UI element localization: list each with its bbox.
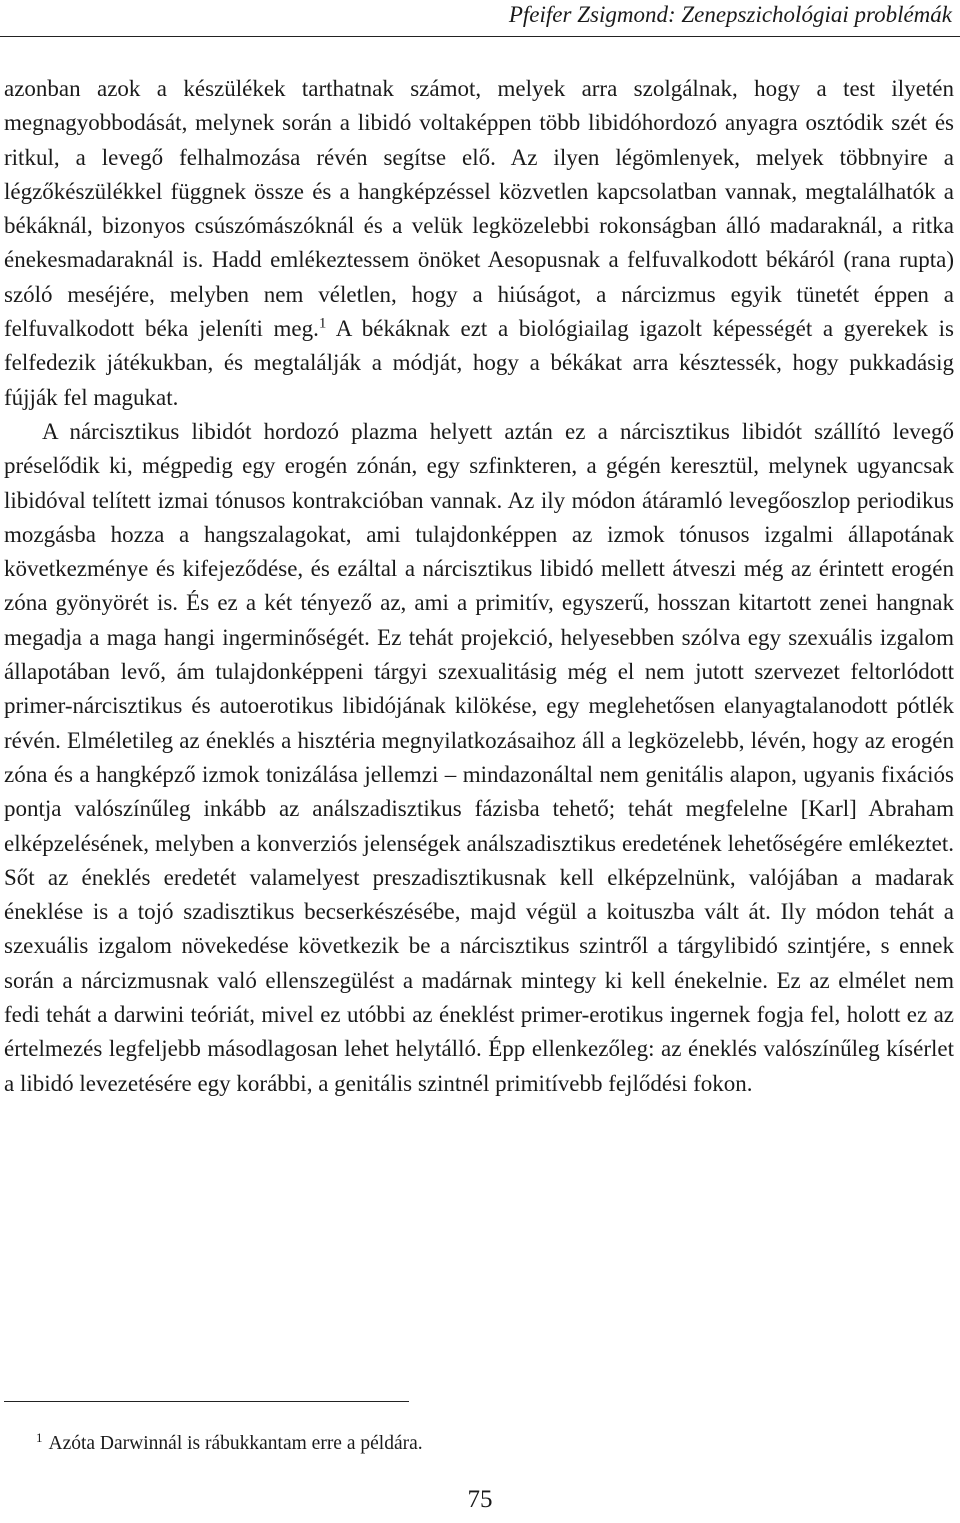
footnote [36,1430,423,1458]
header-divider [0,36,960,37]
footnote-reference[interactable]: 1 [318,315,327,332]
paragraph-1-text-a: azonban azok a készülékek tarthatnak számot, melyek arra szolgálnak, hogy a test ilyetén megnagyobbodását, melynek során a libidó voltaképpen több libidóhordozó anyagra osztódik szét és ritkul, a levegő felhalmozása révén segítse elő. Az ilyen légömlenyek, melyek többnyire a légzőkészülékkel függnek össze és a hangképzéssel közvetlen kapcsolatban vannak, megtalálhatók a békáknál, bizonyos csúszómászóknál és a velük legközelebbi rokonságban álló madaraknál, a ritka énekesmadaraknál is. Hadd emlékeztessem önöket Aesopusnak a felfuvalkodott békáról (rana rupta) szóló meséjére, melyben nem véletlen, hogy a hiúságot, a nárcizmus egyik tünetét éppen a felfuvalkodott béka jeleníti meg. [4,76,954,342]
running-head-title: Pfeifer Zsigmond: Zenepszichológiai problémák [508,2,952,27]
body-text [4,72,954,1101]
footnote-number: 1 [36,1429,43,1445]
paragraph-2: A nárcisztikus libidót hordozó plazma helyett aztán ez a nárcisztikus libidót szállító levegő préselődik ki, mégpedig egy erogén zónán, egy szfinkteren, a gégén keresztül, melynek ugyancsak libidóval telített izmai tónusos kontrakcióban vannak. Az ily módon átáramló levegőoszlop periodikus mozgásba hozza a hangszalagokat, ami tulajdonképpen az izmok tónusos izgalmi állapotának következménye és kifejeződése, és ezáltal a nárcisztikus libidó mellett átveszi még az érintett erogén zóna gyönyörét is. És ez a két tényező az, ami a primitív, egyszerű, hosszan kitartott zenei hangnak megadja a maga hangi ingerminőségét. Ez tehát projekció, helyesebben szólva egy szexuális izgalom állapotában levő, ám tulajdonképpeni tárgyi szexualitásig még el nem jutott szervezet feltorlódott primer-nárcisztikus és autoerotikus libidójának kilökése, egy meglehetősen elanyagtalanodott pótlék révén. Elméletileg az éneklés a hisztéria megnyilatkozásaihoz áll a legközelebb, lévén, hogy az erogén zóna és a hangképző izmok tonizálása jellemzi – mindazonáltal nem genitális alapon, ugyanis fixációs pontja valószínűleg inkább az análszadisztikus fázisba tehető; tehát megfelelne [Karl] Abraham elképzelésének, melyben a konverziós jelenségek análszadisztikus eredetének lehetőségére emlékeztet. Sőt az éneklés eredetét valamelyest preszadisztikusnak kell elképzelnünk, valójában a madarak éneklése is a tojó szadisztikus becserkészésébe, majd végül a koituszba vált át. Ily módon tehát a szexuális izgalom növekedése következik be a nárcisztikus szintről a tárgylibidó szintjére, s ennek során a nárcizmusnak való ellenszegülést a madárnak mintegy ki kell énekelnie. Ez az elmélet nem fedi tehát a darwini teóriát, mivel ez utóbbi az éneklést primer-erotikus ingernek fogja fel, holott ez az értelmezés legfeljebb másodlagosan lehet helytálló. Épp ellenkezőleg: az éneklés valószínűleg kísérlet a libidó levezetésére egy korábbi, a genitális szintnél primitívebb fejlődési fokon. [4,418,954,1096]
page-number: 75 [467,1486,493,1513]
footnote-divider [4,1401,409,1402]
paragraph-1-text-b: A békáknak ezt a biológiailag igazolt képességét a gyerekek is felfedezik játékukban, és megtalálják a módját, hogy a békákat arra késztessék, hogy pukkadásig fújják fel magukat. [4,316,954,410]
paragraph-1 [4,72,954,415]
footnote-text: Azóta Darwinnál is rábukkantam erre a példára. [48,1433,423,1454]
